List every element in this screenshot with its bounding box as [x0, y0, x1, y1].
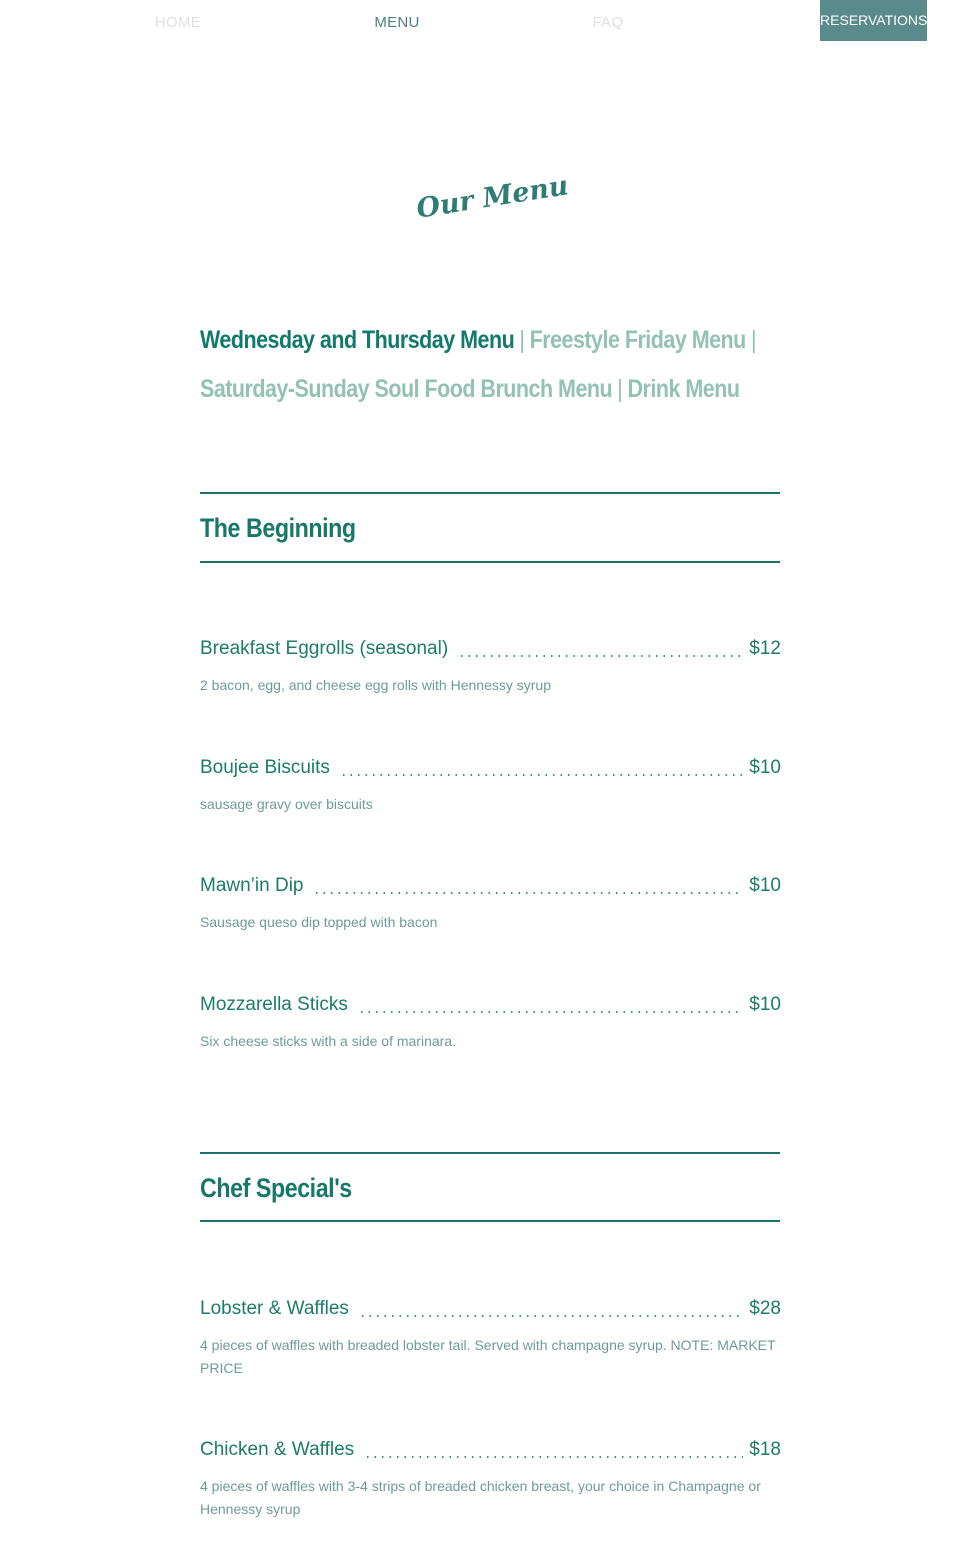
menu-item-name: Boujee Biscuits: [200, 757, 330, 778]
menu-item-header: [200, 754, 781, 780]
nav-menu-link[interactable]: MENU: [374, 14, 420, 31]
dot-leader: [359, 1315, 743, 1317]
menu-item-description: 2 bacon, egg, and cheese egg rolls with Hennessy syrup: [200, 677, 551, 693]
freestyle-friday-menu-link[interactable]: Freestyle Friday Menu: [529, 326, 746, 354]
menu-item-price: $28: [749, 1298, 781, 1319]
nav-home-link[interactable]: HOME: [154, 14, 202, 31]
reservations-button[interactable]: RESERVATIONS: [820, 0, 927, 41]
menu-item-header: [200, 991, 781, 1017]
menu-item-header: [200, 1295, 781, 1321]
menu-separator: |: [750, 326, 757, 354]
menu-item-price: $10: [749, 875, 781, 896]
section-title-the-beginning: The Beginning: [200, 513, 356, 543]
weekend-brunch-menu-link[interactable]: Saturday-Sunday Soul Food Brunch Menu: [200, 375, 613, 403]
menu-item-price: $18: [749, 1439, 781, 1460]
menu-item-name: Breakfast Eggrolls (seasonal): [200, 638, 449, 659]
menu-item-name: Mawn’in Dip: [200, 875, 304, 896]
menu-item-description: Sausage queso dip topped with bacon: [200, 914, 438, 930]
menu-item-name: Lobster & Waffles: [200, 1298, 349, 1319]
menu-item-description: sausage gravy over biscuits: [200, 796, 373, 812]
menu-item-header: [200, 872, 781, 898]
section-divider-top: [200, 1152, 780, 1154]
section-divider-top: [200, 492, 780, 494]
section-divider-bottom: [200, 1220, 780, 1222]
menu-item-breakfast-eggrolls: [200, 635, 781, 697]
menu-item-price: $10: [749, 757, 781, 778]
top-nav: [0, 0, 965, 44]
menu-selector-row-2: [200, 365, 780, 414]
menu-separator: |: [617, 375, 623, 403]
menu-item-boujee-biscuits: [200, 754, 781, 816]
drink-menu-link[interactable]: Drink Menu: [627, 375, 740, 403]
page-title: Our Menu: [414, 170, 571, 225]
menu-item-chicken-waffles: [200, 1436, 781, 1521]
menu-item-name: Chicken & Waffles: [200, 1439, 355, 1460]
dot-leader: [358, 1011, 743, 1013]
wednesday-thursday-menu-link[interactable]: Wednesday and Thursday Menu: [200, 326, 515, 354]
menu-item-header: [200, 1436, 781, 1462]
menu-item-price: $12: [749, 638, 781, 659]
menu-separator: |: [519, 326, 525, 354]
section-title-chef-specials: Chef Special's: [200, 1173, 352, 1203]
menu-selector-row-1: [200, 316, 780, 365]
menu-item-mozzarella-sticks: [200, 991, 781, 1053]
dot-leader: [340, 774, 743, 776]
nav-faq-link[interactable]: FAQ: [592, 14, 624, 31]
menu-item-price: $10: [749, 994, 781, 1015]
menu-item-header: [200, 635, 781, 661]
menu-item-name: Mozzarella Sticks: [200, 994, 348, 1015]
menu-item-description: 4 pieces of waffles with breaded lobster tail. Served with champagne syrup. NOTE: MARKET PRICE: [200, 1337, 776, 1376]
menu-item-lobster-waffles: [200, 1295, 781, 1380]
section-divider-bottom: [200, 561, 780, 563]
menu-selector: [200, 316, 780, 414]
menu-item-description: 4 pieces of waffles with 3-4 strips of breaded chicken breast, your choice in Champagne or Hennessy syrup: [200, 1478, 761, 1517]
dot-leader: [313, 892, 743, 894]
menu-item-mawnin-dip: [200, 872, 781, 934]
dot-leader: [458, 655, 743, 657]
menu-item-description: Six cheese sticks with a side of marinara.: [200, 1033, 456, 1049]
dot-leader: [364, 1456, 743, 1458]
